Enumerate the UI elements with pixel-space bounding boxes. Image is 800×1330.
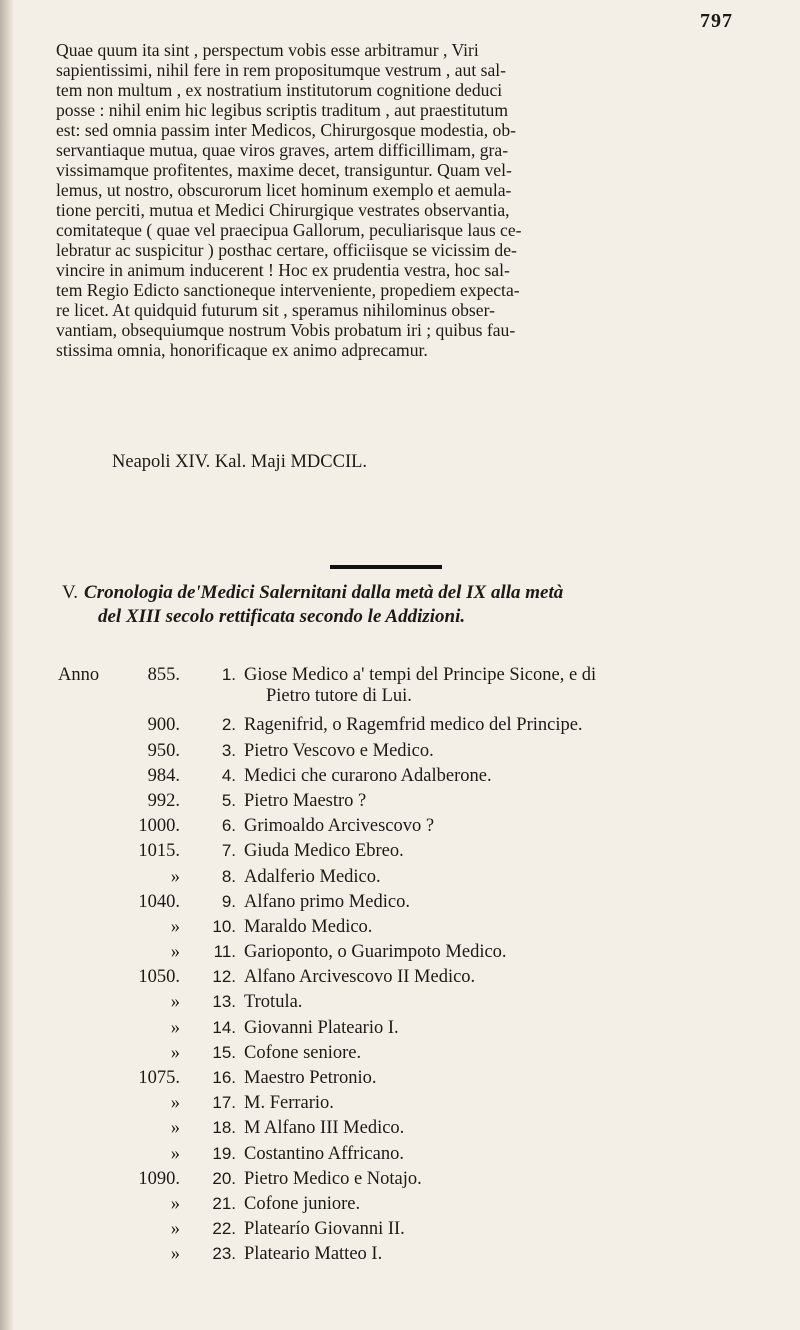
entry-year: 855. xyxy=(147,665,180,685)
entry-index: 4. xyxy=(221,765,236,785)
chronology-entry xyxy=(58,1244,758,1269)
chronology-entry xyxy=(58,892,758,917)
latin-line: servantiaque mutua, quae viros graves, artem difficillimam, gra- xyxy=(56,140,509,160)
chronology-entry xyxy=(58,1018,758,1043)
entry-index: 18. xyxy=(212,1118,236,1138)
chronology-entry xyxy=(58,992,758,1017)
section-title-line1: Cronologia de'Medici Salernitani dalla metà del IX alla metà xyxy=(84,582,564,603)
entry-index: 3. xyxy=(221,740,236,760)
entry-text xyxy=(244,1118,404,1139)
chronology-entry xyxy=(58,867,758,892)
entry-year: 950. xyxy=(147,740,180,761)
latin-line: re licet. At quidquid futurum sit , speramus nihilominus obser- xyxy=(56,300,495,320)
entry-year: 900. xyxy=(147,715,180,736)
entry-text-line: Pietro Medico e Notajo. xyxy=(244,1168,422,1189)
entry-text xyxy=(244,992,302,1013)
entry-year: 1040. xyxy=(138,891,180,912)
entry-index: 8. xyxy=(221,866,236,886)
entry-year: » xyxy=(170,992,180,1013)
entry-text xyxy=(244,715,583,736)
entry-text xyxy=(244,1194,360,1215)
entry-text-line: Garioponto, o Guarimpoto Medico. xyxy=(244,942,507,963)
chronology-entry xyxy=(58,1194,758,1219)
entry-year: » xyxy=(170,1244,180,1265)
entry-text-line: Giovanni Plateario I. xyxy=(244,1017,399,1038)
entry-text xyxy=(244,892,410,913)
chronology-entry xyxy=(58,1093,758,1118)
latin-line: vincire in animum inducerent ! Hoc ex prudentia vestra, hoc sal- xyxy=(56,260,510,280)
entry-index: 14. xyxy=(212,1017,236,1037)
chronology-entry xyxy=(58,1118,758,1143)
latin-line: lebratur ac suspicitur ) posthac certare, officiisque se vicissim de- xyxy=(56,240,517,260)
entry-index: 15. xyxy=(212,1042,236,1062)
chronology-entry xyxy=(58,967,758,992)
entry-text-line: Alfano primo Medico. xyxy=(244,891,410,912)
entry-year: » xyxy=(170,1118,180,1139)
entry-year: » xyxy=(170,916,180,937)
chronology-entry xyxy=(58,942,758,967)
entry-index: 6. xyxy=(221,816,236,836)
entry-index: 13. xyxy=(212,992,236,1012)
entry-text xyxy=(244,967,475,988)
entry-index: 22. xyxy=(212,1219,236,1239)
entry-index: 12. xyxy=(212,967,236,987)
entry-text-line: Giose Medico a' tempi del Principe Sicone, e di xyxy=(244,665,597,685)
chronology-entry xyxy=(58,665,758,715)
entry-text-line: Grimoaldo Arcivescovo ? xyxy=(244,816,435,837)
entry-text-line: M. Ferrario. xyxy=(244,1093,334,1114)
entry-text xyxy=(244,1144,404,1165)
entry-year: 1050. xyxy=(138,967,180,988)
entry-text xyxy=(244,766,492,787)
entry-text-line: Costantino Affricano. xyxy=(244,1143,404,1164)
entry-index: 1. xyxy=(221,665,236,684)
latin-line: comitateque ( quae vel praecipua Gallorum, peculiarisque laus ce- xyxy=(56,220,522,240)
entry-text xyxy=(244,867,381,888)
latin-line: lemus, ut nostro, obscurorum licet hominum exemplo et aemula- xyxy=(56,180,512,200)
entry-text-line: Pietro Vescovo e Medico. xyxy=(244,740,434,761)
entry-text-line: Plateario Matteo I. xyxy=(244,1244,383,1265)
chronology-entry xyxy=(58,791,758,816)
entry-text-line: Cofone juniore. xyxy=(244,1193,361,1214)
entry-index: 5. xyxy=(221,790,236,810)
entry-index: 19. xyxy=(212,1143,236,1163)
page-number: 797 xyxy=(700,10,733,32)
latin-line: sapientissimi, nihil fere in rem propositumque vestrum , aut sal- xyxy=(56,60,507,80)
entry-year: » xyxy=(170,866,180,887)
page-edge-shadow xyxy=(0,0,14,1330)
entry-year: » xyxy=(170,942,180,963)
entry-year: 984. xyxy=(147,765,180,786)
chronology-entry xyxy=(58,1219,758,1244)
entry-year: 992. xyxy=(147,790,180,811)
entry-year: 1015. xyxy=(138,841,180,862)
entry-index: 2. xyxy=(221,715,236,735)
entry-text xyxy=(244,665,596,707)
chronology-entry xyxy=(58,816,758,841)
anno-label: Anno xyxy=(58,665,100,685)
entry-text-line: Maestro Petronio. xyxy=(244,1068,377,1089)
entry-text xyxy=(244,942,507,963)
entry-text-line: Giuda Medico Ebreo. xyxy=(244,841,404,862)
entry-year: » xyxy=(170,1017,180,1038)
entry-text-line: Adalferio Medico. xyxy=(244,866,381,887)
entry-text-line: Medici che curarono Adalberone. xyxy=(244,765,492,786)
entry-text xyxy=(244,816,434,837)
latin-line: Quae quum ita sint , perspectum vobis esse arbitramur , Viri xyxy=(56,40,479,60)
chronology-entry xyxy=(58,715,758,740)
dateline: Neapoli XIV. Kal. Maji MDCCIL. xyxy=(112,452,368,472)
chronology-entry xyxy=(58,766,758,791)
entry-text xyxy=(244,791,366,812)
entry-text-line: Cofone seniore. xyxy=(244,1042,362,1063)
entry-year: » xyxy=(170,1042,180,1063)
entry-text xyxy=(244,1093,334,1114)
entry-text xyxy=(244,1068,377,1089)
chronology-entry xyxy=(58,1169,758,1194)
entry-text xyxy=(244,1018,399,1039)
entry-index: 9. xyxy=(221,891,236,911)
entry-index: 23. xyxy=(212,1244,236,1264)
chronology-entry xyxy=(58,917,758,942)
latin-line: est: sed omnia passim inter Medicos, Chirurgosque modestia, ob- xyxy=(56,120,516,140)
entry-text-line: Alfano Arcivescovo II Medico. xyxy=(244,967,476,988)
entry-text xyxy=(244,1219,405,1240)
entry-index: 10. xyxy=(212,916,236,936)
chronology-entry xyxy=(58,741,758,766)
latin-line: stissima omnia, honorificaque ex animo adprecamur. xyxy=(56,340,428,360)
chronology-entry xyxy=(58,841,758,866)
entry-index: 21. xyxy=(212,1193,236,1213)
entry-text-continuation: Pietro tutore di Lui. xyxy=(266,686,412,706)
entry-index: 20. xyxy=(212,1168,236,1188)
latin-line: posse : nihil enim hic legibus scriptis traditum , aut praestitutum xyxy=(56,100,508,120)
entry-year: 1075. xyxy=(138,1068,180,1089)
section-number: V. xyxy=(62,582,79,603)
chronology-entry xyxy=(58,1043,758,1068)
latin-line: vantiam, obsequiumque nostrum Vobis probatum iri ; quibus fau- xyxy=(56,320,516,340)
entry-year: » xyxy=(170,1093,180,1114)
entry-text-line: Ragenifrid, o Ragemfrid medico del Principe. xyxy=(244,715,583,736)
entry-text-line: Trotula. xyxy=(244,992,303,1013)
entry-index: 16. xyxy=(212,1068,236,1088)
entry-text-line: Platearío Giovanni II. xyxy=(244,1219,405,1240)
entry-text xyxy=(244,1169,422,1190)
entry-text-line: Pietro Maestro ? xyxy=(244,790,367,811)
entry-year: 1000. xyxy=(138,816,180,837)
entry-text xyxy=(244,841,404,862)
latin-line: tem non multum , ex nostratium institutorum cognitione deduci xyxy=(56,80,503,100)
entry-text-line: Maraldo Medico. xyxy=(244,916,373,937)
entry-text xyxy=(244,1043,361,1064)
entry-text-line: M Alfano III Medico. xyxy=(244,1118,405,1139)
section-title-line2: del XIII secolo rettificata secondo le Addizioni. xyxy=(98,606,466,627)
chronology-list xyxy=(58,665,758,1270)
entry-year: » xyxy=(170,1143,180,1164)
entry-year: » xyxy=(170,1219,180,1240)
chronology-entry xyxy=(58,1144,758,1169)
latin-line: tem Regio Edicto sanctioneque interveniente, propediem expecta- xyxy=(56,280,520,300)
latin-paragraph xyxy=(56,40,756,360)
section-title xyxy=(62,581,762,629)
chronology-entry xyxy=(58,1068,758,1093)
section-divider xyxy=(330,565,442,569)
entry-index: 17. xyxy=(212,1093,236,1113)
latin-line: vissimamque profitentes, maxime decet, transiguntur. Quam vel- xyxy=(56,160,512,180)
entry-text xyxy=(244,741,434,762)
entry-index: 7. xyxy=(221,841,236,861)
entry-index: 11. xyxy=(213,942,236,962)
latin-line: tione perciti, mutua et Medici Chirurgique vestrates observantia, xyxy=(56,200,510,220)
entry-text xyxy=(244,1244,382,1265)
entry-year: 1090. xyxy=(138,1168,180,1189)
entry-text xyxy=(244,917,372,938)
entry-year: » xyxy=(170,1193,180,1214)
